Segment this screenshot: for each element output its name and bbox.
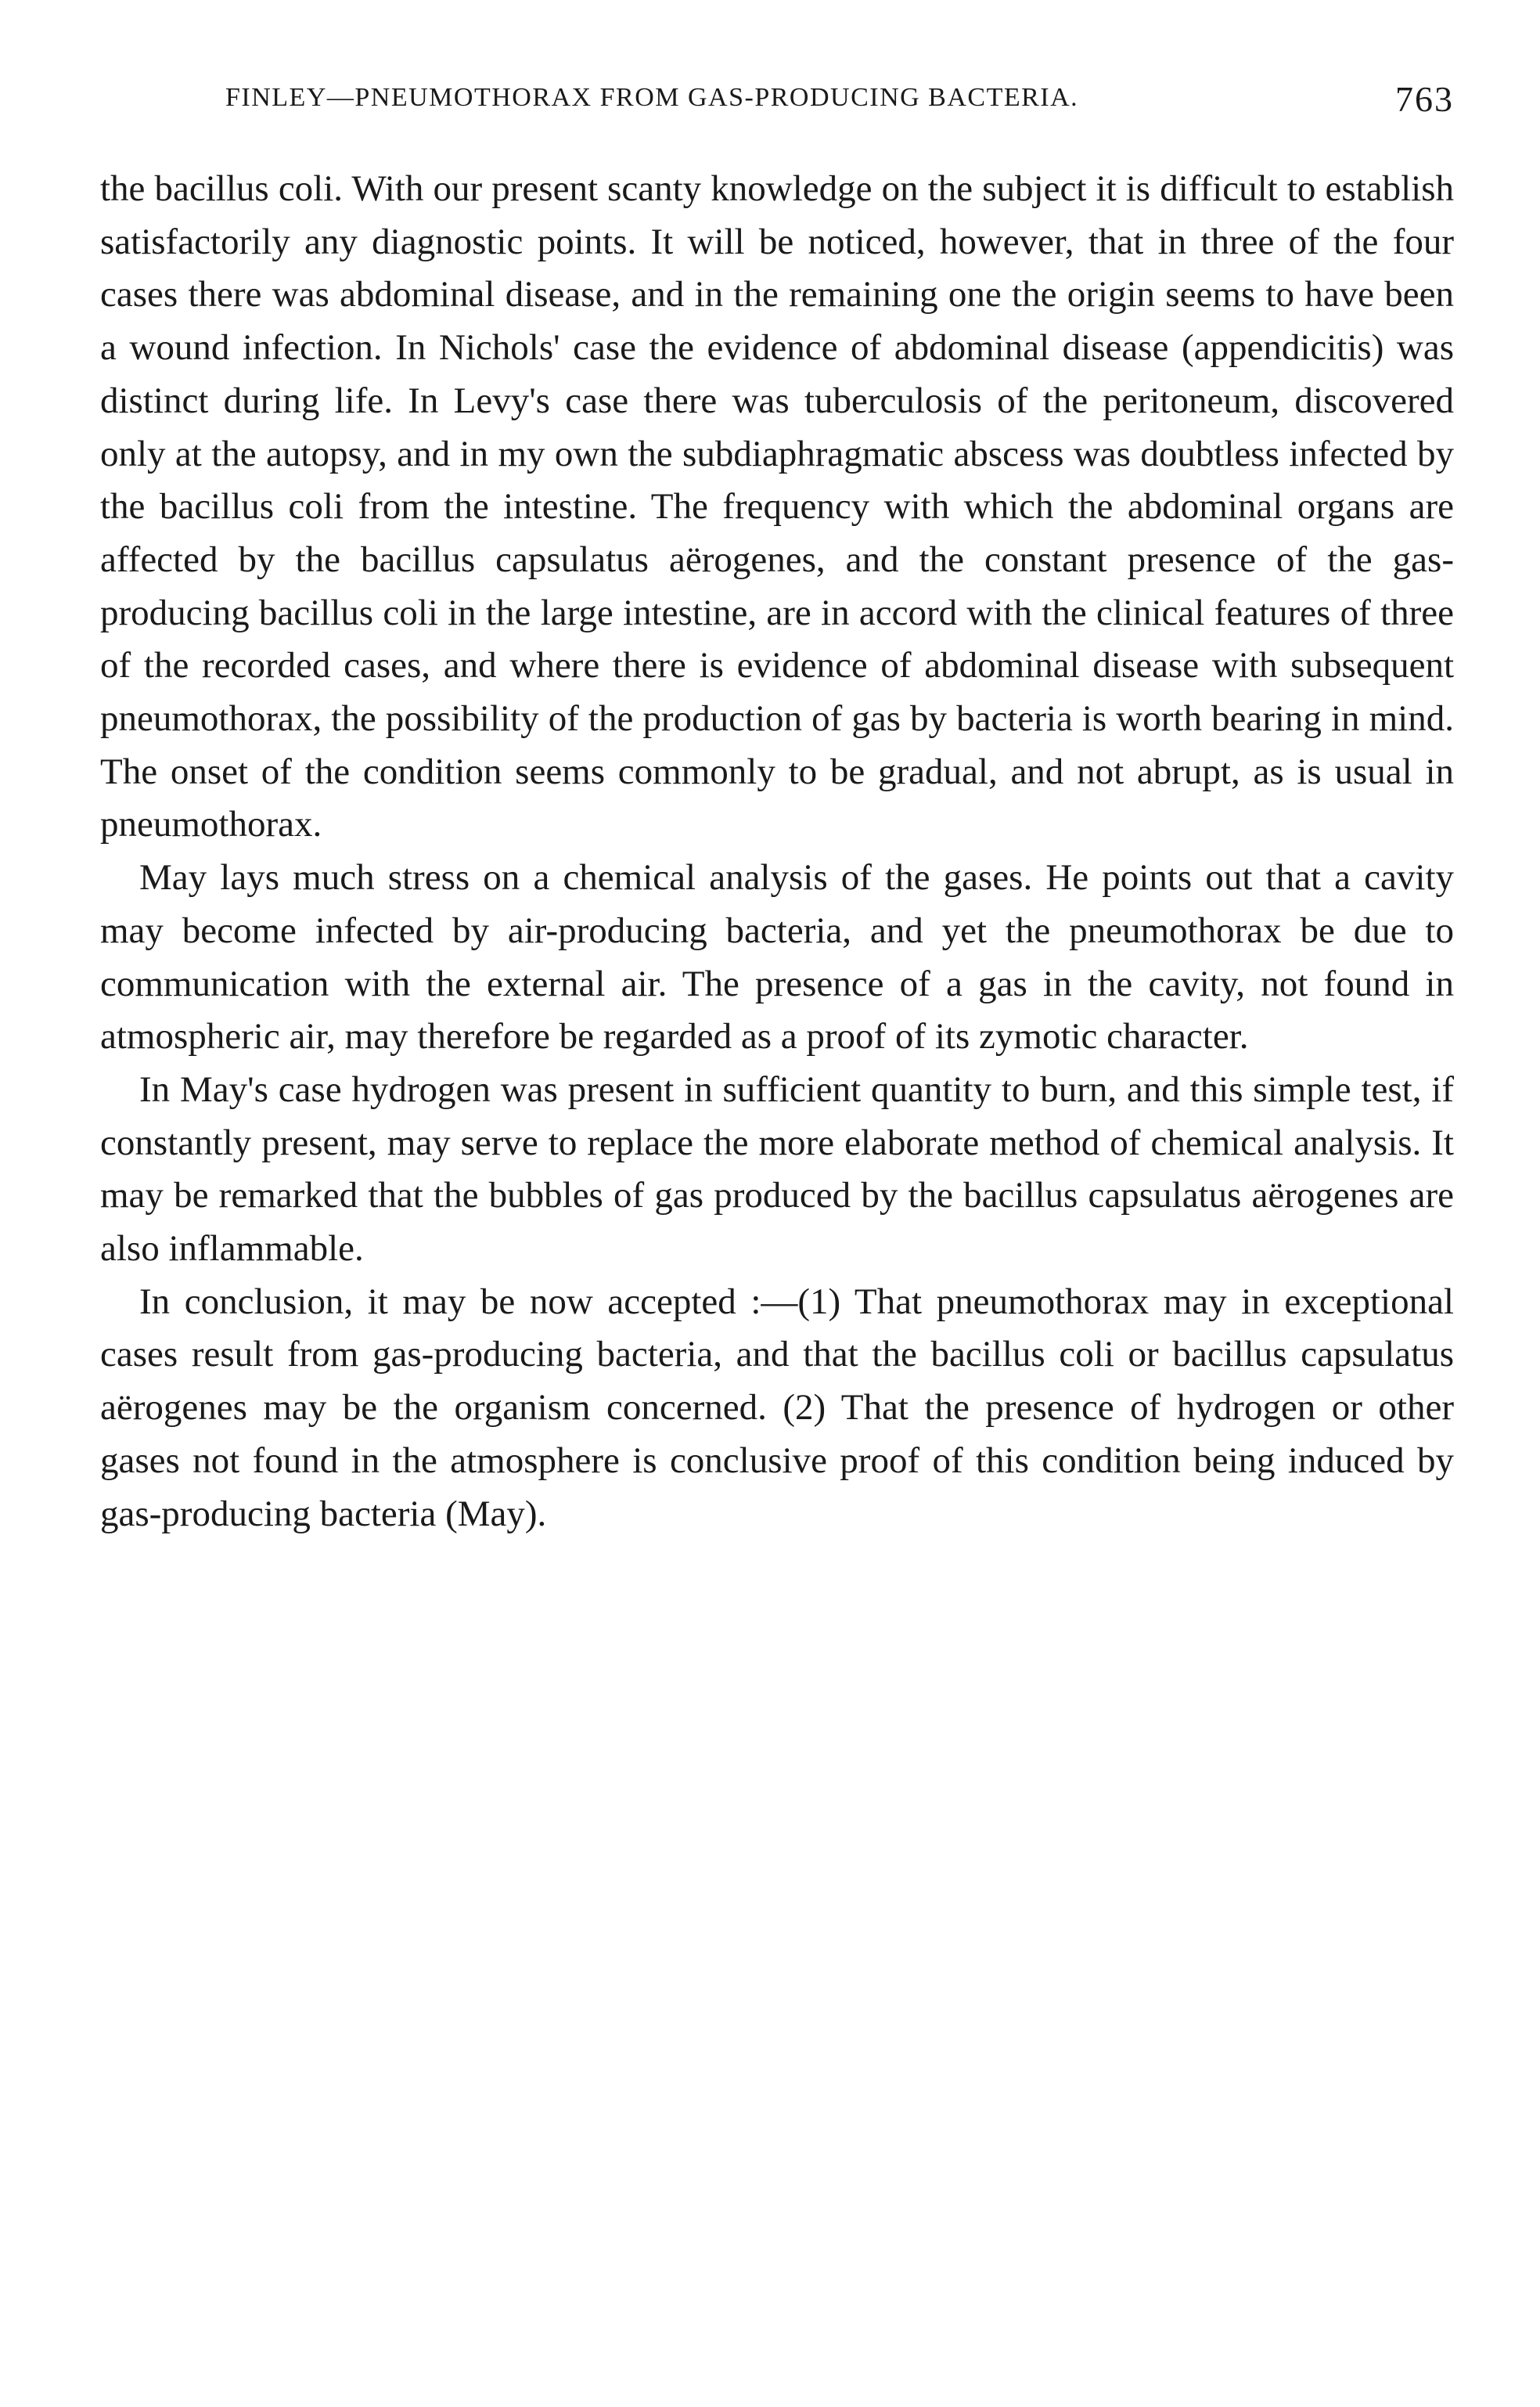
paragraph-conclusion: In conclusion, it may be now accepted :—(1) That pneumothorax may in exceptional cases result from gas-producing bacteria, and that the bacillus coli or bacillus capsulatus aërogenes may be the organism concerned. (2) That the presence of hydrogen or other gases not found in the atmosphere is conclusive proof of this condition being induced by gas-producing bacteria (May). bbox=[100, 1281, 1454, 1534]
paragraph-may-case: In May's case hydrogen was present in sufficient quantity to burn, and this simple test, if constantly present, may serve to replace the more elaborate method of chemical analysis. It may be remarked that the bubbles of gas produced by the bacillus capsulatus aërogenes are also inflammable. bbox=[100, 1068, 1454, 1270]
paragraph-continuation: the bacillus coli. With our present scanty knowledge on the subject it is difficult to establish satisfactorily any diagnostic points. It will be noticed, however, that in three of the four cases there was abdominal disease, and in the remaining one the origin seems to have been a wound infection. In Nichols' case the evidence of abdominal disease (appendicitis) was distinct during life. In Levy's case there was tuberculosis of the peritoneum, discovered only at the autopsy, and in my own the subdiaphragmatic abscess was doubtless infected by the bacillus coli from the intestine. The frequency with which the abdominal organs are affected by the bacillus capsulatus aërogenes, and the constant presence of the gas-producing bacillus coli in the large intestine, are in accord with the clinical features of three of the recorded cases, and where there is evidence of abdominal disease with subsequent pneumothorax, the possibility of the production of gas by bacteria is worth bearing in mind. The onset of the condition seems commonly to be gradual, and not abrupt, as is usual in pneumothorax. bbox=[100, 168, 1454, 845]
running-title: FINLEY—PNEUMOTHORAX FROM GAS-PRODUCING BACTERIA. bbox=[225, 83, 1079, 112]
body-text bbox=[100, 163, 1454, 1540]
paragraph-may-analysis: May lays much stress on a chemical analysis of the gases. He points out that a cavity may become infected by air-producing bacteria, and yet the pneumothorax be due to communication with the external air. The presence of a gas in the cavity, not found in atmospheric air, may therefore be regarded as a proof of its zymotic character. bbox=[100, 857, 1454, 1058]
running-head bbox=[100, 78, 1454, 125]
page-number: 763 bbox=[1395, 79, 1454, 119]
